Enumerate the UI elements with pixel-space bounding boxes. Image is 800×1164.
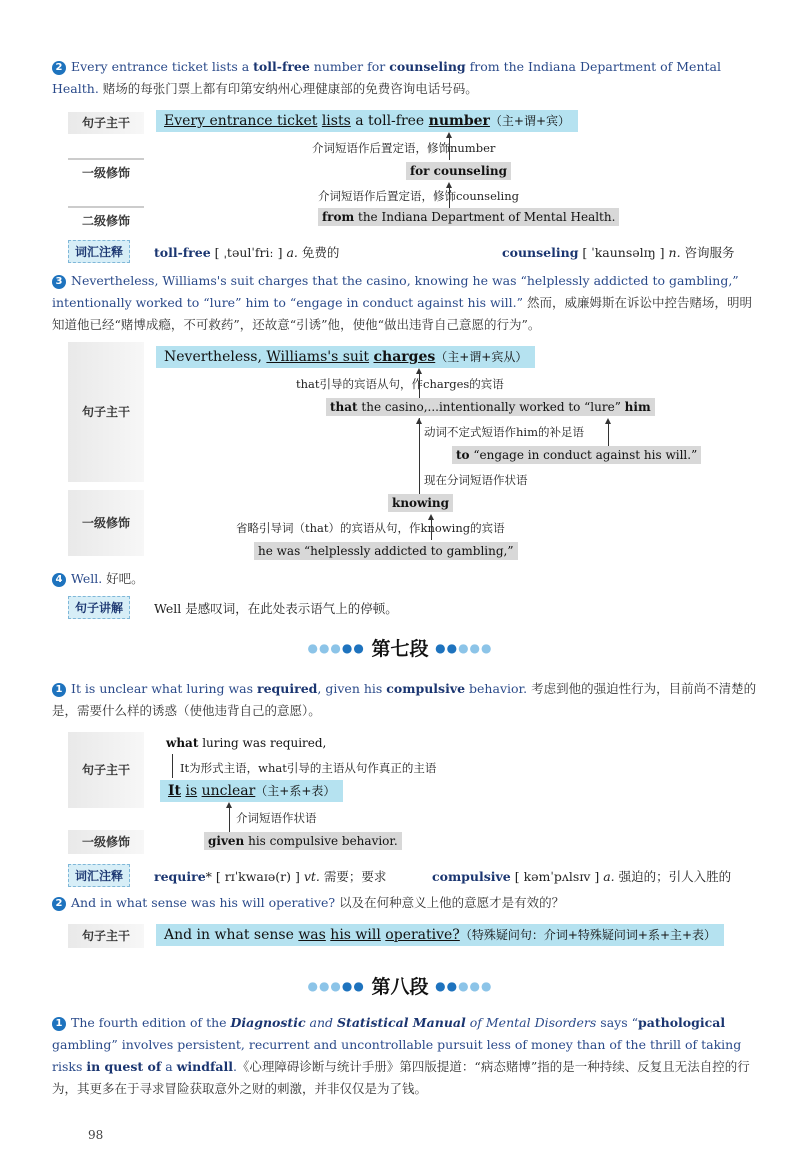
decor-dots: ●●● <box>458 641 493 655</box>
modifier-box: he was “helplessly addicted to gambling,” <box>254 542 518 560</box>
explanation-text: Well 是感叹词，在此处表示语气上的停顿。 <box>154 601 398 616</box>
sentence-trunk-box: Every entrance ticket lists a toll-free number（主+谓+宾） <box>156 110 578 132</box>
page-number: 98 <box>88 1128 104 1142</box>
label-first-modifier: 一级修饰 <box>81 166 130 180</box>
paragraph-7-2: 2 And in what sense was his will operative? 以及在何种意义上他的意愿才是有效的？ <box>52 892 760 914</box>
connector <box>608 422 609 446</box>
vocab-entry: counseling [ ˈkaunsəlɪŋ ] n. 咨询服务 <box>502 245 735 260</box>
vocab-entry: compulsive [ kəmˈpʌlsɪv ] a. 强迫的；引人入胜的 <box>432 869 732 884</box>
paragraph-4: 4 Well. 好吧。 <box>52 568 760 590</box>
annotation: 介词短语作状语 <box>236 811 317 825</box>
vocab-entry: require* [ rɪˈkwaɪə(r) ] vt. 需要；要求 <box>154 869 387 884</box>
sentence-number: 1 <box>52 683 66 697</box>
label-sentence-trunk: 句子主干 <box>68 112 144 134</box>
annotation: 动词不定式短语作him的补足语 <box>424 425 584 439</box>
label-first-modifier: 一级修饰 <box>68 490 144 556</box>
connector <box>229 806 230 832</box>
modifier-box: for counseling <box>406 162 511 180</box>
sentence-number: 2 <box>52 897 66 911</box>
paragraph-3: 3 Nevertheless, Williams's suit charges that the casino, knowing he was “helplessly addicted to gambling,” intentionally worked to “lure” him to “engage in conduct against his will.” 然而，威廉姆斯在诉讼中控告赌场，明明知道他已经“赌博成瘾，不可救药”，还故意“引诱”他，使他“做出违背自己意愿的行为”。 <box>52 273 753 332</box>
label-sentence-trunk: 句子主干 <box>68 342 144 482</box>
vocab-tag: 词汇注释 <box>68 864 130 887</box>
annotation: 省略引导词（that）的宾语从句，作knowing的宾语 <box>236 521 505 535</box>
sentence-number: 1 <box>52 1017 66 1031</box>
modifier-box: from the Indiana Department of Mental Health. <box>318 208 619 226</box>
decor-dots: ●●● <box>458 979 493 993</box>
connector <box>172 754 173 778</box>
arrow-up-icon <box>416 418 422 424</box>
decor-dots: ●●● <box>307 641 342 655</box>
annotation: 介词短语作后置定语，修饰number <box>312 141 496 155</box>
decor-dots: ●●● <box>307 979 342 993</box>
annotation: It为形式主语，what引导的主语从句作真正的主语 <box>180 761 437 775</box>
annotation: 现在分词短语作状语 <box>424 473 528 487</box>
divider <box>68 158 144 160</box>
sentence-number: 2 <box>52 61 66 75</box>
vocab-tag: 词汇注释 <box>68 240 130 263</box>
paragraph-7-1: 1 It is unclear what luring was required, given his compulsive behavior. 考虑到他的强迫性行为，目前尚不清楚的是，需要什么样的诱惑（使他违背自己的意愿）。 <box>52 681 757 718</box>
annotation: 介词短语作后置定语，修饰counseling <box>318 189 520 203</box>
sentence-trunk-box: Nevertheless, Williams's suit charges（主+谓+宾从） <box>156 346 535 368</box>
sentence-trunk-box: It is unclear（主+系+表） <box>160 780 343 802</box>
modifier-box: that the casino,...intentionally worked to “lure” him <box>326 398 655 416</box>
section-heading: ●●●●● 第八段 ●●●●● <box>307 976 493 998</box>
modifier-box: to “engage in conduct against his will.” <box>452 446 701 464</box>
sentence-trunk-box: And in what sense was his will operative?（特殊疑问句：介词+特殊疑问词+系+主+表） <box>156 924 724 946</box>
connector <box>419 418 420 496</box>
label-sentence-trunk: 句子主干 <box>68 924 144 948</box>
subject-clause: what luring was required, <box>166 736 327 750</box>
section-heading: ●●●●● 第七段 ●●●●● <box>307 638 493 660</box>
paragraph-2: 2 Every entrance ticket lists a toll-free number for counseling from the Indiana Department of Mental Health. 赌场的每张门票上都有印第安纳州心理健康部的免费咨询电话号码。 <box>52 59 721 96</box>
paragraph-8-1: 1 The fourth edition of the Diagnostic and Statistical Manual of Mental Disorders says “pathological gambling” involves persistent, recurrent and uncontrollable pursuit less of money than of the thrill of taking risks in quest of a windfall.《心理障碍诊断与统计手册》第四版提道：“病态赌博”指的是一种持续、反复且无法自控的行为，其更多在于寻求冒险获取意外之财的刺激，并非仅仅是为了钱。 <box>52 1015 750 1096</box>
annotation: that引导的宾语从句，作charges的宾语 <box>296 377 504 391</box>
divider <box>68 206 144 208</box>
modifier-box: knowing <box>388 494 453 512</box>
modifier-box: given his compulsive behavior. <box>204 832 402 850</box>
explain-tag: 句子讲解 <box>68 596 130 619</box>
vocab-entry: toll-free [ ˌtəulˈfriː ] a. 免费的 <box>154 245 340 260</box>
sentence-number: 4 <box>52 573 66 587</box>
label-second-modifier: 二级修饰 <box>81 214 130 228</box>
sentence-number: 3 <box>52 275 66 289</box>
label-first-modifier: 一级修饰 <box>68 830 144 854</box>
label-sentence-trunk: 句子主干 <box>68 732 144 808</box>
